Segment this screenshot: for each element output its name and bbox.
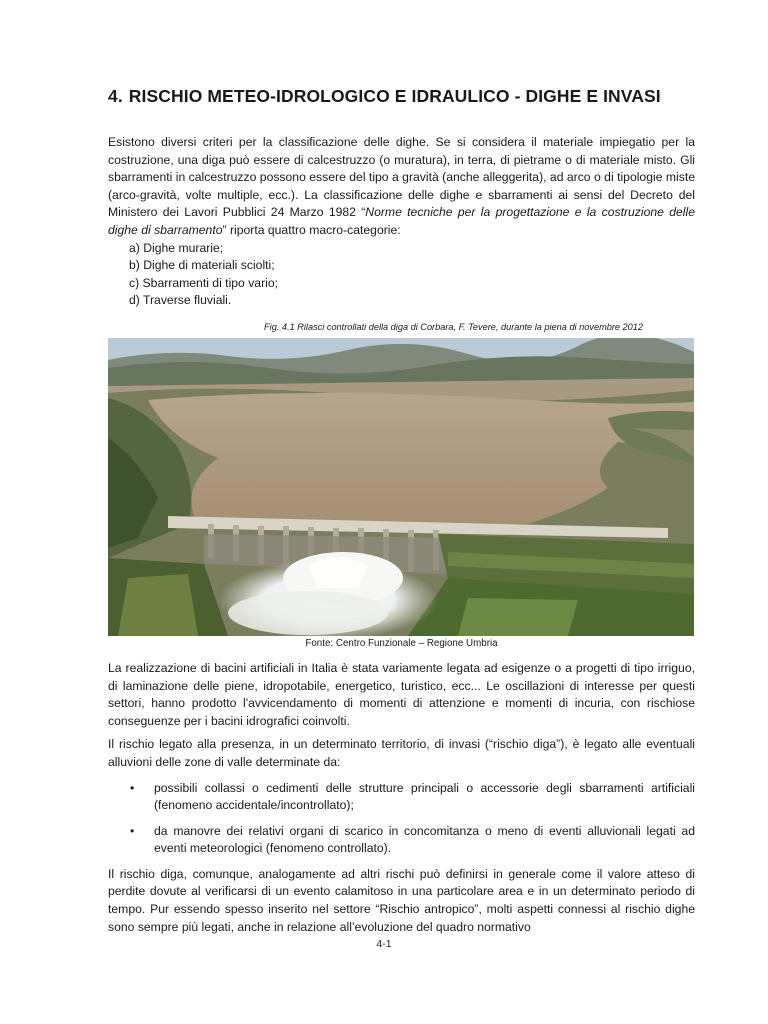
paragraph-bacini: La realizzazione di bacini artificiali in Italia è stata variamente legata ad esigenze o a progetti di tipo irriguo, di laminazione delle piene, idropotabile, energetico, turistico, ecc... Le oscillazioni di interesse per questi settori, hanno prodotto l'avvicendamento di momenti di attenzione e momenti di incuria, con rischiose conseguenze per i bacini idrografici coinvolti. — [108, 660, 695, 728]
cause-list — [108, 780, 695, 858]
list-item-text: da manovre dei relativi organi di scarico in concomitanza o meno di eventi alluvionali legati ad eventi meteorologici (fenomeno controllato). — [154, 823, 695, 856]
intro-paragraph — [108, 134, 695, 240]
list-item: a) Dighe murarie; — [129, 240, 224, 255]
section-number: 4. — [108, 86, 123, 106]
list-item-text: possibili collassi o cedimenti delle strutture principali o accessorie degli sbarramenti artificiali (fenomeno accidentale/incontrollato); — [154, 780, 695, 813]
category-list — [108, 240, 695, 310]
figure-caption: Fig. 4.1 Rilasci controllati della diga di Corbara, F. Tevere, durante la piena di novembre 2012 — [264, 321, 643, 332]
page-body — [108, 86, 695, 936]
intro-decree-title: Norme tecniche per la progettazione e la costruzione delle dighe di sbarramento — [108, 205, 695, 237]
figure-source: Fonte: Centro Funzionale – Regione Umbria — [305, 637, 498, 649]
list-item: c) Sbarramenti di tipo vario; — [129, 275, 279, 290]
list-item — [108, 823, 695, 858]
section-title: RISCHIO METEO-IDROLOGICO E IDRAULICO - DIGHE E INVASI — [128, 86, 661, 106]
paragraph-rischio: Il rischio legato alla presenza, in un determinato territorio, di invasi (“rischio diga”), è legato alle eventuali alluvioni delle zone di valle determinate da: — [108, 737, 695, 769]
dam-photo — [108, 338, 694, 636]
page-number: 4-1 — [376, 938, 392, 950]
list-item: b) Dighe di materiali sciolti; — [129, 258, 275, 273]
list-item: d) Traverse fluviali. — [129, 293, 232, 308]
bullet-glyph: • — [130, 780, 135, 795]
section-heading — [108, 86, 695, 107]
intro-text-a: Esistono diversi criteri per la classificazione delle dighe. Se si considera il materiale impiegatio per la costruzione, una diga può essere di calcestruzzo (o muratura), in terra, di pietrame o di materiale misto. Gli sbarramenti in calcestruzzo possono essere del tipo a gravità (anche alleggerita), ad arco o di tipologie miste (arco-gravità, volte multiple, ecc.). La classificazione delle dighe e sbarramenti ai sensi del Decreto del Ministero dei Lavori Pubblici 24 Marzo 1982 “ — [108, 135, 695, 220]
bullet-glyph: • — [130, 823, 135, 838]
list-item — [108, 780, 695, 815]
paragraph-rischio-diga: Il rischio diga, comunque, analogamente ad altri rischi può definirsi in generale come il valore atteso di perdite dovute al verificarsi di un evento calamitoso in una particolare area e in un determinato periodo di tempo. Pur essendo spesso inserito nel settore “Rischio antropico”, molti aspetti connessi al rischio dighe sono sempre più legati, anche in relazione all’evoluzione del quadro normativo — [108, 866, 695, 934]
intro-text-b: ” riporta quattro macro-categorie: — [222, 222, 401, 237]
